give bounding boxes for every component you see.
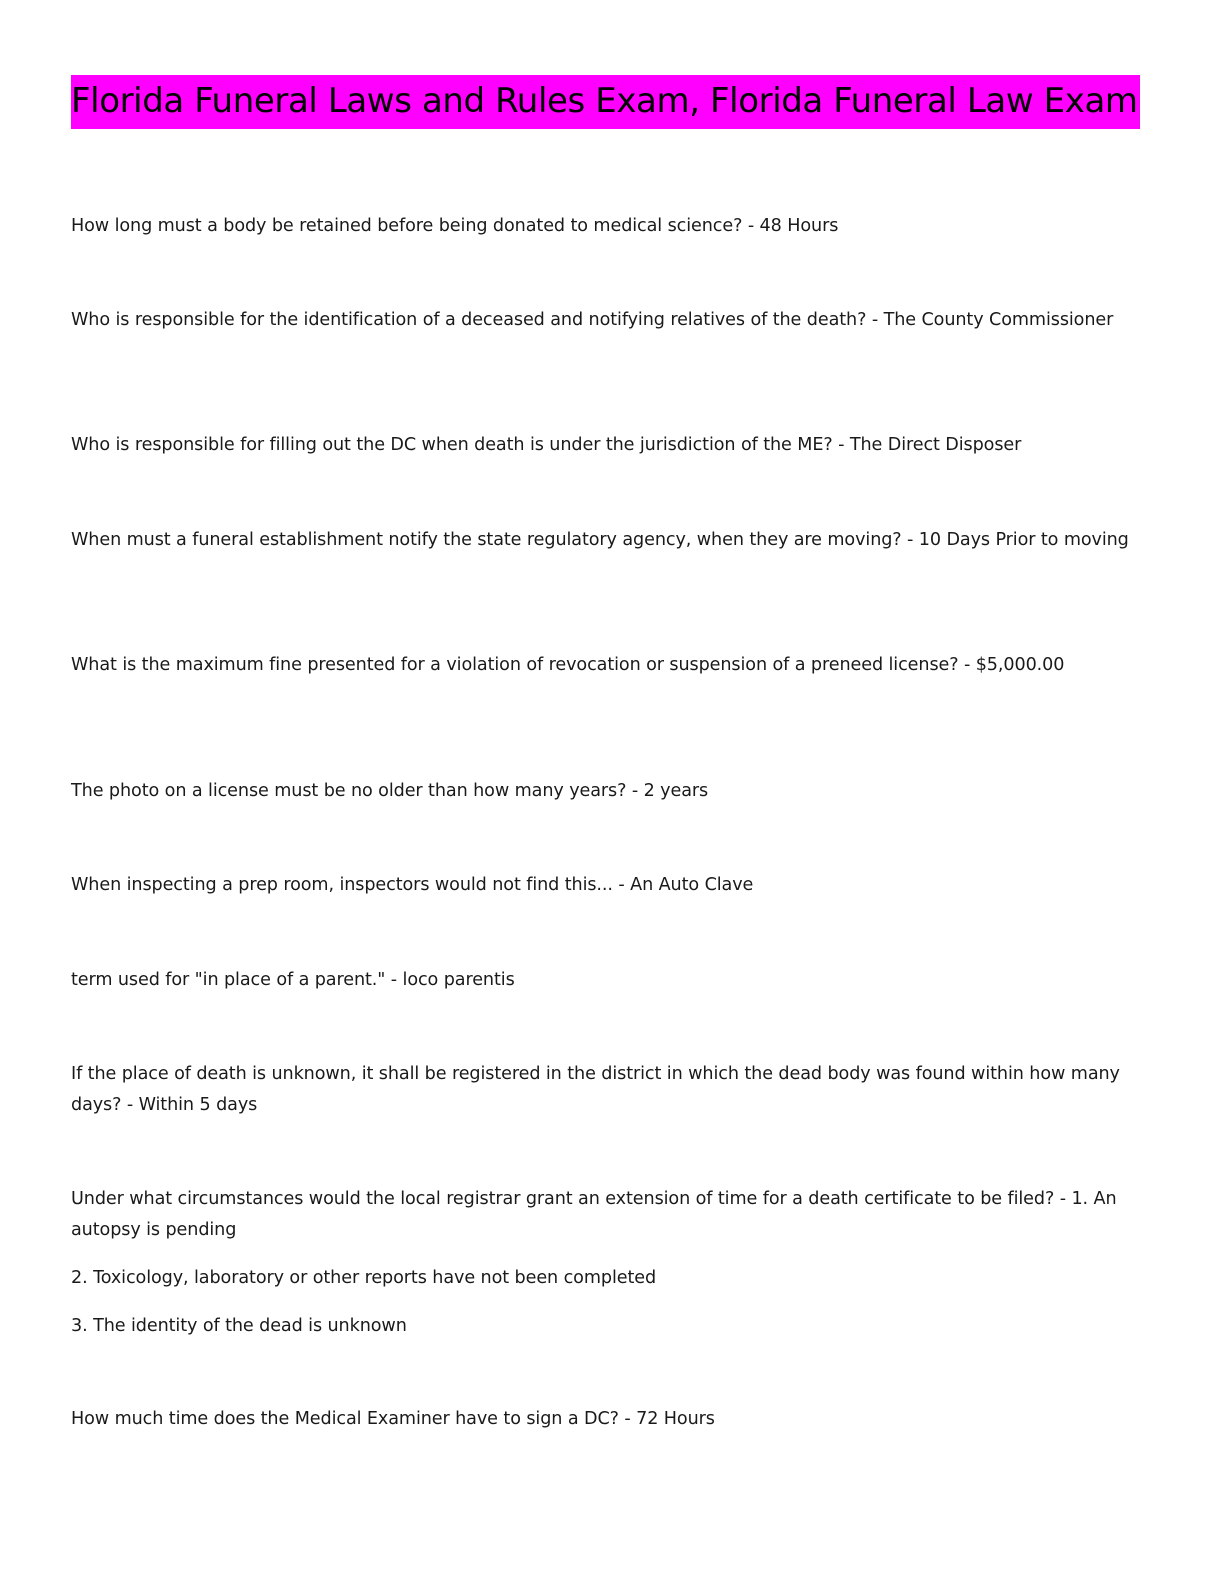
- qa-text: term used for "in place of a parent." - loco parentis: [71, 970, 515, 990]
- qa-subitem: 2. Toxicology, laboratory or other reports have not been completed: [71, 1268, 657, 1288]
- page-title: [71, 70, 1141, 132]
- qa-item: [71, 1184, 1141, 1342]
- qa-item: [71, 525, 1141, 556]
- qa-text: The photo on a license must be no older than how many years? - 2 years: [71, 781, 709, 801]
- qa-text: If the place of death is unknown, it shall be registered in the district in which the dead body was found within how many days? - Within 5 days: [71, 1064, 1120, 1115]
- qa-item: [71, 870, 1141, 901]
- qa-text: Who is responsible for the identification of a deceased and notifying relatives of the death? - The County Commissioner: [71, 310, 1114, 330]
- qa-text: When must a funeral establishment notify the state regulatory agency, when they are moving? - 10 Days Prior to moving: [71, 530, 1129, 550]
- qa-text: Who is responsible for filling out the DC when death is under the jurisdiction of the ME? - The Direct Disposer: [71, 435, 1022, 455]
- qa-text: Under what circumstances would the local registrar grant an extension of time for a death certificate to be filed? - 1. An autopsy is pending: [71, 1189, 1117, 1240]
- qa-text: What is the maximum fine presented for a violation of revocation or suspension of a preneed license? - $5,000.00: [71, 655, 1065, 675]
- qa-item: [71, 1059, 1141, 1121]
- qa-text: How long must a body be retained before being donated to medical science? - 48 Hours: [71, 216, 839, 236]
- document-page: [71, 70, 1141, 1429]
- qa-item: [71, 430, 1141, 461]
- qa-item: [71, 650, 1141, 681]
- qa-text: How much time does the Medical Examiner have to sign a DC? - 72 Hours: [71, 1409, 715, 1429]
- qa-item: [71, 305, 1141, 336]
- qa-text: When inspecting a prep room, inspectors would not find this... - An Auto Clave: [71, 875, 754, 895]
- qa-item: [71, 776, 1141, 807]
- qa-subitem: 3. The identity of the dead is unknown: [71, 1316, 407, 1336]
- qa-item: [71, 1404, 1141, 1435]
- title-highlight: Florida Funeral Laws and Rules Exam, Florida Funeral Law Exam: [71, 75, 1140, 129]
- qa-item: [71, 211, 1141, 242]
- qa-item: [71, 965, 1141, 996]
